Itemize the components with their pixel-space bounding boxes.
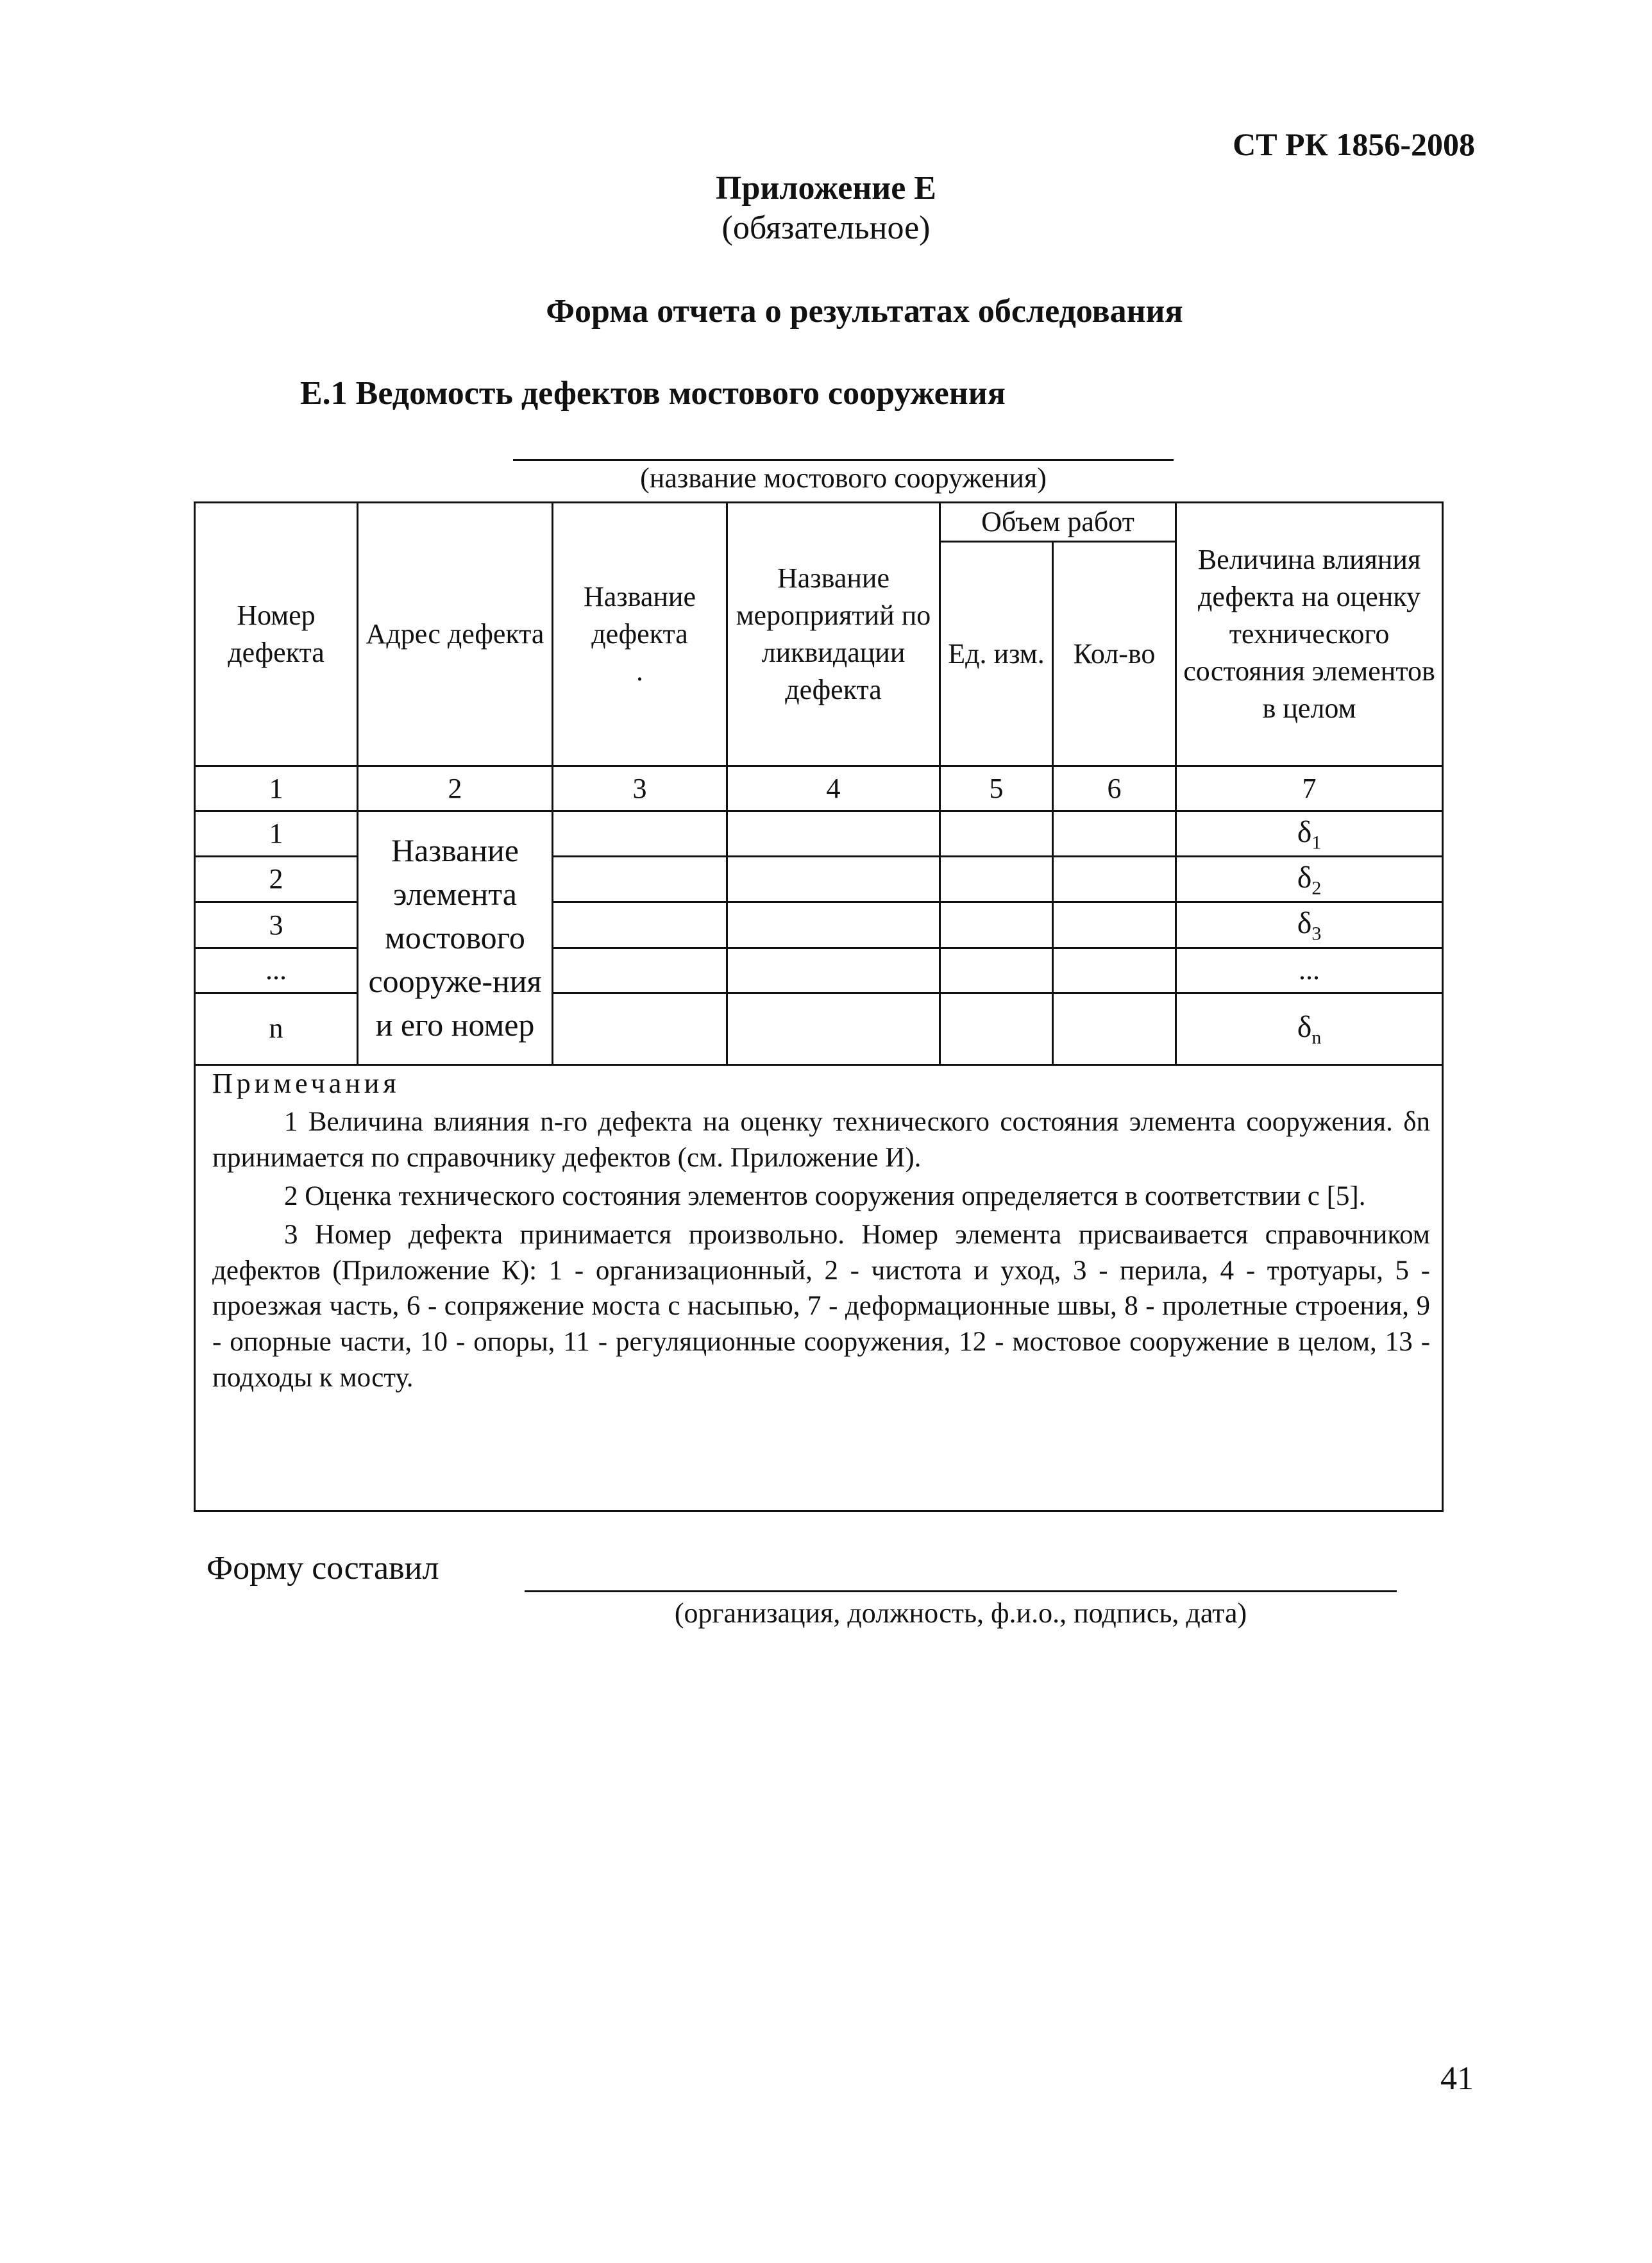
header-defect-name-text: Название дефекта bbox=[583, 580, 696, 650]
section-title: Е.1 Ведомость дефектов мостового сооружения bbox=[300, 375, 1006, 412]
influence-cell bbox=[1176, 993, 1443, 1064]
measures-cell[interactable] bbox=[727, 948, 940, 993]
signature-caption: (организация, должность, ф.и.о., подпись, дата) bbox=[674, 1597, 1247, 1629]
measures-cell[interactable] bbox=[727, 993, 940, 1064]
ellipsis: ... bbox=[1299, 954, 1320, 986]
defect-name-cell[interactable] bbox=[553, 811, 727, 857]
signature-line[interactable] bbox=[525, 1590, 1397, 1592]
composed-by-label: Форму составил bbox=[206, 1550, 439, 1586]
note-item: 1 Величина влияния n-го дефекта на оценку технического состояния элемента сооружения. δn принимается по справочнику дефектов (см. Приложение И). bbox=[212, 1106, 1431, 1173]
quantity-cell[interactable] bbox=[1053, 857, 1176, 902]
column-number: 1 bbox=[195, 766, 358, 811]
delta-index: n bbox=[1311, 1027, 1322, 1048]
note-item: 2 Оценка технического состояния элементов сооружения определяется в соответствии с [5]. bbox=[284, 1181, 1366, 1211]
appendix-title: Приложение Е bbox=[716, 170, 936, 206]
header-defect-address: Адрес дефекта bbox=[358, 503, 553, 766]
measures-cell[interactable] bbox=[727, 902, 940, 948]
defect-name-cell[interactable] bbox=[553, 857, 727, 902]
header-work-volume: Объем работ bbox=[940, 503, 1176, 542]
row-number: 3 bbox=[195, 902, 358, 948]
unit-cell[interactable] bbox=[940, 811, 1053, 857]
influence-cell bbox=[1176, 902, 1443, 948]
influence-cell bbox=[1176, 857, 1443, 902]
column-number: 6 bbox=[1053, 766, 1176, 811]
column-number: 5 bbox=[940, 766, 1053, 811]
quantity-cell[interactable] bbox=[1053, 902, 1176, 948]
defects-table bbox=[194, 501, 1444, 1512]
defect-name-cell[interactable] bbox=[553, 993, 727, 1064]
header-defect-number: Номер дефекта bbox=[195, 503, 358, 766]
header-unit: Ед. изм. bbox=[940, 542, 1053, 766]
row-number: n bbox=[195, 993, 358, 1064]
quantity-cell[interactable] bbox=[1053, 993, 1176, 1064]
header-influence: Величина влияния дефекта на оценку технического состояния элементов в целом bbox=[1176, 503, 1443, 766]
delta-index: 2 bbox=[1311, 877, 1322, 899]
row-number: ... bbox=[195, 948, 358, 993]
influence-cell bbox=[1176, 948, 1443, 993]
delta-symbol: δ bbox=[1297, 815, 1312, 850]
appendix-status: (обязательное) bbox=[721, 210, 931, 246]
note-item: 3 Номер дефекта принимается произвольно. Номер элемента присваивается справочником дефектов (Приложение К): 1 - организационный, 2 - чистота и уход, 3 - перила, 4 - тротуары, 5 - проезжая часть, 6 - сопряжение моста с насыпью, 7 - деформационные швы, 8 - пролетные строения, 9 - опорные части, 10 - опоры, 11 - регуляционные сооружения, 12 - мостовое сооружение в целом, 13 - подходы к мосту. bbox=[212, 1219, 1431, 1393]
unit-cell[interactable] bbox=[940, 993, 1053, 1064]
influence-cell bbox=[1176, 811, 1443, 857]
notes-heading: Примечания bbox=[212, 1067, 400, 1099]
form-title: Форма отчета о результатах обследования bbox=[546, 293, 1183, 330]
quantity-cell[interactable] bbox=[1053, 811, 1176, 857]
column-number: 3 bbox=[553, 766, 727, 811]
notes-row bbox=[195, 1064, 1443, 1511]
column-number: 7 bbox=[1176, 766, 1443, 811]
header-quantity: Кол-во bbox=[1053, 542, 1176, 766]
header-defect-name-mark: . bbox=[636, 655, 643, 687]
column-number: 2 bbox=[358, 766, 553, 811]
delta-index: 1 bbox=[1311, 832, 1322, 854]
defect-name-cell[interactable] bbox=[553, 902, 727, 948]
element-name-cell: Название элемента мостового сооруже-ния и его номер bbox=[358, 811, 553, 1065]
delta-symbol: δ bbox=[1297, 906, 1312, 941]
defect-name-cell[interactable] bbox=[553, 948, 727, 993]
delta-index: 3 bbox=[1311, 923, 1322, 945]
table-row bbox=[195, 811, 1443, 857]
column-numbers-row bbox=[195, 766, 1443, 811]
unit-cell[interactable] bbox=[940, 857, 1053, 902]
header-defect-name bbox=[553, 503, 727, 766]
delta-symbol: δ bbox=[1297, 1010, 1312, 1045]
measures-cell[interactable] bbox=[727, 857, 940, 902]
unit-cell[interactable] bbox=[940, 902, 1053, 948]
row-number: 1 bbox=[195, 811, 358, 857]
row-number: 2 bbox=[195, 857, 358, 902]
measures-cell[interactable] bbox=[727, 811, 940, 857]
delta-symbol: δ bbox=[1297, 861, 1312, 895]
column-number: 4 bbox=[727, 766, 940, 811]
bridge-name-caption: (название мостового сооружения) bbox=[640, 462, 1047, 494]
notes-cell bbox=[195, 1064, 1443, 1511]
header-measures: Название мероприятий по ликвидации дефекта bbox=[727, 503, 940, 766]
document-code: СТ РК 1856-2008 bbox=[1233, 126, 1475, 162]
page-number: 41 bbox=[1440, 2060, 1474, 2097]
unit-cell[interactable] bbox=[940, 948, 1053, 993]
bridge-name-line[interactable] bbox=[513, 459, 1174, 461]
quantity-cell[interactable] bbox=[1053, 948, 1176, 993]
